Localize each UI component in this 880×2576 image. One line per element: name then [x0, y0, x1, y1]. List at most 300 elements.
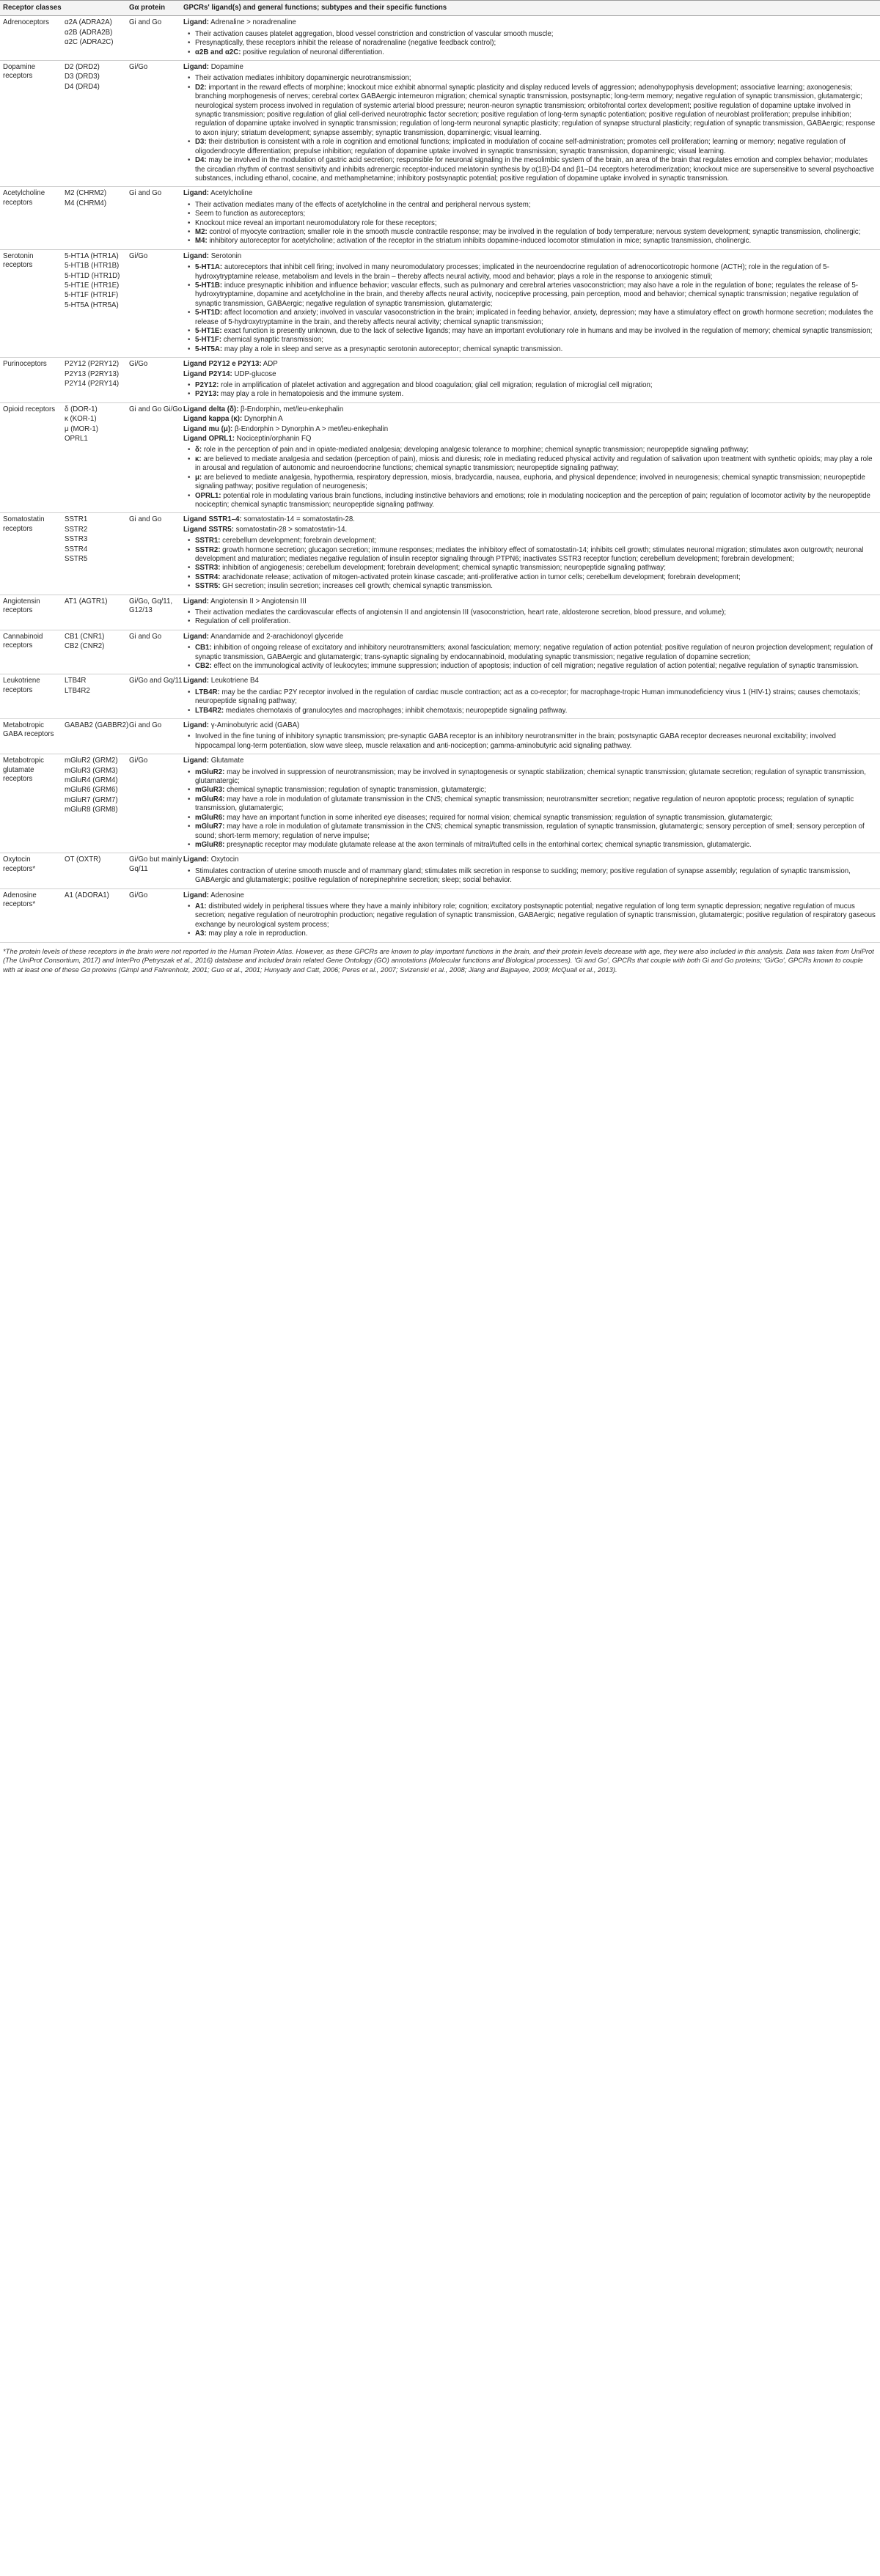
subtype-name: 5-HT5A (HTR5A) — [65, 301, 119, 309]
subtype-label: mGluR2: — [195, 768, 225, 776]
function-item — [195, 345, 876, 354]
function-item — [195, 201, 876, 210]
subtype-list — [65, 515, 129, 591]
table-row — [0, 630, 880, 675]
table-row — [0, 754, 880, 853]
function-item — [195, 455, 876, 474]
ligand-line — [183, 757, 876, 765]
subtype-label: α2B and α2C: — [195, 48, 241, 56]
function-list — [183, 867, 876, 886]
function-list — [183, 732, 876, 751]
ligand-label: Ligand kappa (κ): — [183, 415, 243, 424]
ligand-line — [183, 405, 876, 414]
ligand-label: Ligand: — [183, 757, 209, 765]
ligand-label: Ligand SSTR1–4: — [183, 515, 242, 524]
subtype-name: μ (MOR-1) — [65, 424, 98, 433]
ligand-label: Ligand: — [183, 891, 209, 899]
ligand-label: Ligand: — [183, 632, 209, 641]
subtype-name: 5-HT1F (HTR1F) — [65, 291, 119, 300]
subtype-name: mGluR7 (GRM7) — [65, 795, 118, 804]
receptor-table — [0, 0, 880, 943]
function-cell — [183, 633, 880, 671]
ligand-text: γ-Aminobutyric acid (GABA) — [210, 721, 300, 730]
table-row — [0, 250, 880, 358]
function-text: chemical synaptic transmission; regulation of synaptic transmission, glutamatergic; — [227, 786, 486, 795]
function-text: role in amplification of platelet activation and aggregation and blood coagulation; glial cell migration; regulation of microglial cell migration; — [221, 381, 653, 390]
subtype-label: SSTR2: — [195, 545, 221, 554]
function-text: autoreceptors that inhibit cell firing; involved in many neuromodulatory processes; implicated in the neuroendocrine regulation of adrenocorticotropic hormone (ACTH); role in the regulation of 5-hydroxytryptamine release, metabolism and levels in the brain – thereby affects neural activity, mood and behavior; plays a role in the response to anxiogenic stimuli; — [195, 263, 829, 281]
function-cell — [183, 597, 880, 627]
ligand-text: somatostatin-14 = somatostatin-28. — [243, 515, 355, 524]
function-item — [195, 662, 876, 671]
ligand-text: β-Endorphin > Dynorphin A > met/leu-enkephalin — [234, 424, 389, 433]
function-list — [183, 608, 876, 627]
table-body — [0, 16, 880, 942]
receptor-class: Angiotensin receptors — [3, 597, 40, 614]
function-item — [195, 138, 876, 156]
g-protein: Gi/Go — [129, 360, 148, 369]
subtype-label: A1: — [195, 902, 207, 910]
subtype-label: mGluR6: — [195, 813, 225, 822]
function-item — [195, 617, 876, 626]
function-list — [183, 537, 876, 591]
g-protein: Gi and Go — [129, 189, 162, 198]
function-text: may be involved in the modulation of gastric acid secretion; responsible for neuronal signaling in the mesolimbic system of the brain, an area of the brain that regulates emotion and complex behavior; modulates the circadian rhythm of contrast sensitivity and inhibits adrenergic receptor-induced melatonin synthesis by α(1B)-D4 and β1–D4 receptors heterodimerization; knockout mice are supersensitive to several psychoactive substances, including ethanol, cocaine, and methamphetamine; inhibitory postsynaptic potential; positive regulation of dopamine uptake involved in synaptic transmission. — [195, 156, 875, 183]
ligand-text: Leukotriene B4 — [210, 677, 259, 685]
subtype-name: α2B (ADRA2B) — [65, 28, 113, 37]
function-item — [195, 707, 876, 715]
function-cell — [183, 855, 880, 885]
g-protein: Gi and Go Gi/Go — [129, 405, 183, 413]
ligand-line — [183, 435, 876, 444]
function-text: chemical synaptic transmission; — [223, 336, 323, 345]
table-row — [0, 674, 880, 719]
function-cell — [183, 677, 880, 715]
subtype-name: κ (KOR-1) — [65, 415, 97, 424]
subtype-name: SSTR5 — [65, 554, 88, 563]
function-item — [195, 219, 876, 228]
function-cell — [183, 18, 880, 57]
function-item — [195, 564, 876, 573]
subtype-name: D4 (DRD4) — [65, 82, 100, 91]
function-item — [195, 768, 876, 787]
subtype-label: M4: — [195, 237, 208, 246]
receptor-class: Metabotropic GABA receptors — [3, 721, 54, 739]
ligand-text: Glutamate — [210, 757, 244, 765]
subtype-name: M2 (CHRM2) — [65, 189, 107, 198]
function-item — [195, 930, 876, 938]
function-text: positive regulation of neuronal differentiation. — [243, 48, 384, 56]
function-item — [195, 156, 876, 183]
ligand-label: Ligand OPRL1: — [183, 435, 235, 444]
table-row — [0, 513, 880, 595]
function-text: growth hormone secretion; glucagon secretion; immune responses; mediates the inhibitory effect of somatostatin-14; inhibits cell growth; stimulates neuronal migration; stimulates axon outgrowth; neuronal development and maturation; mediates negative regulation of insulin receptor signaling through PTPN6; inactivates SSTR3 receptor function; cerebellum development; forebrain development; — [195, 545, 864, 563]
subtype-name: α2C (ADRA2C) — [65, 38, 114, 47]
function-item — [195, 39, 876, 48]
ligand-line — [183, 677, 876, 685]
function-text: inhibition of ongoing release of excitatory and inhibitory neurotransmitters; axonal fasciculation; memory; negative regulation of action potential; positive regulation of neuron projection development; regulation of synaptic transmission, GABAergic and glutamatergic; trans-synaptic signaling by endocannabinoid, modulating synaptic transmission; negative regulation of dopamine secretion; — [195, 644, 873, 661]
function-text: Their activation mediates the cardiovascular effects of angiotensin II and angiotensin III (vasoconstriction, heart rate, aldosterone secretion, blood pressure, and volume); — [195, 608, 727, 617]
ligand-text: somatostatin-28 > somatostatin-14. — [235, 525, 348, 534]
function-item — [195, 48, 876, 57]
subtype-label: mGluR4: — [195, 795, 225, 803]
subtype-label: 5-HT1A: — [195, 263, 223, 272]
table-row — [0, 595, 880, 630]
subtype-label: mGluR8: — [195, 840, 225, 849]
ligand-line — [183, 425, 876, 434]
function-list — [183, 768, 876, 850]
receptor-class: Metabotropic glutamate receptors — [3, 757, 45, 784]
function-item — [195, 582, 876, 591]
ligand-line — [183, 63, 876, 72]
header-receptor-classes: Receptor classes — [3, 4, 62, 12]
table-row — [0, 719, 880, 754]
subtype-name: mGluR2 (GRM2) — [65, 757, 118, 765]
g-protein: Gi/Go, Gq/11, G12/13 — [129, 597, 173, 614]
subtype-label: CB2: — [195, 662, 212, 670]
subtype-label: LTB4R2: — [195, 706, 224, 715]
function-item — [195, 263, 876, 281]
function-item — [195, 74, 876, 83]
function-text: Their activation mediates inhibitory dopaminergic neurotransmission; — [195, 74, 411, 83]
subtype-name: OPRL1 — [65, 435, 88, 444]
subtype-name: 5-HT1B (HTR1B) — [65, 262, 120, 271]
function-item — [195, 814, 876, 823]
function-text: inhibitory autoreceptor for acetylcholine; activation of the receptor in the striatum inhibits dopamine-induced locomotor stimulation in mice; synaptic transmission, cholinergic. — [209, 237, 752, 246]
header-g-protein: Gα protein — [129, 4, 166, 12]
table-row — [0, 889, 880, 943]
function-cell — [183, 721, 880, 751]
function-text: Regulation of cell proliferation. — [195, 617, 291, 626]
function-item — [195, 84, 876, 138]
table-footnote: *The protein levels of these receptors in the brain were not reported in the Human Protein Atlas. However, as these GPCRs are known to play important functions in the brain, and their protein levels decrease with age, they were also included in this analysis. Data was taken from UniProt (The UniProt Consortium, 2017) and InterPro (Petryszak et al., 2016) database and included brain related Gene Ontology (GO) annotations (Molecular functions and Biological processes). 'Gi and Go', GPCRs that couple with both Gi and Go proteins; 'Gi/Go', GPCRs known to couple with at least one of these Gα proteins (Gimpl and Fahrenholz, 2001; Guo et al., 2001; Hunyady and Catt, 2006; Peres et al., 2007; Svizenski et al., 2008; Jiang and Bajpayee, 2009; McQuail et al., 2013). — [3, 946, 874, 974]
table-header — [0, 1, 880, 16]
function-item — [195, 732, 876, 751]
receptor-class: Dopamine receptors — [3, 63, 36, 81]
ligand-line — [183, 526, 876, 534]
function-cell — [183, 252, 880, 354]
function-item — [195, 795, 876, 814]
ligand-text: Serotonin — [210, 251, 242, 260]
subtype-list — [65, 189, 129, 246]
subtype-label: 5-HT1F: — [195, 336, 222, 345]
table-row — [0, 61, 880, 187]
receptor-class: Serotonin receptors — [3, 251, 34, 270]
subtype-name: α2A (ADRA2A) — [65, 18, 112, 27]
subtype-name: mGluR8 (GRM8) — [65, 806, 118, 814]
g-protein: Gi and Go — [129, 721, 162, 730]
function-text: may play a role in hematopoiesis and the immune system. — [221, 390, 404, 399]
function-text: mediates chemotaxis of granulocytes and macrophages; inhibit chemotaxis; neuropeptide signaling pathway. — [225, 706, 568, 715]
subtype-name: SSTR2 — [65, 525, 88, 534]
function-item — [195, 30, 876, 39]
ligand-text: ADP — [263, 360, 278, 369]
function-text: Presynaptically, these receptors inhibit the release of noradrenaline (negative feedback control); — [195, 39, 496, 48]
function-text: may be involved in suppression of neurotransmission; may be involved in synaptogenesis or synaptic stabilization; chemical synaptic transmission; glutamate secretion; regulation of synaptic transmission, glutamatergic; — [195, 768, 866, 786]
subtype-label: 5-HT1B: — [195, 281, 223, 290]
function-text: induce presynaptic inhibition and influence behavior; vascular effects, such as pulmonary and cerebral arteries vasoconstriction; may also have a role in the regulation of bone; regulates the release of 5-hydroxytryptamine, dopamine and acetylcholine in the brain, and thereby affects neural activity, nociceptive processing, pain perception, mood and behavior; chemical synaptic transmission; negative regulation of synaptic transmission, GABAergic; negative regulation of synaptic transmission, glutamatergic; — [195, 281, 859, 308]
function-text: are believed to mediate analgesia, hypothermia, respiratory depression, miosis, bradycardia, nausea, euphoria, and physical dependence; involved in neurogenesis; chemical synaptic transmission; neuropeptide signaling pathway; positive regulation of neurogenesis; — [195, 473, 865, 491]
subtype-name: CB1 (CNR1) — [65, 632, 105, 641]
function-text: are believed to mediate analgesia and sedation (perception of pain), miosis and diuresis; role in mediating reduced physical activity and regulation of salivation upon treatment with synthetic opioids; may play a role in arousal and regulation of autonomic and neuroendocrine functions; chemical synaptic transmission; neuropeptide signaling pathway; — [195, 455, 873, 473]
table-row — [0, 187, 880, 249]
function-item — [195, 281, 876, 309]
ligand-label: Ligand mu (μ): — [183, 424, 233, 433]
ligand-line — [183, 189, 876, 198]
ligand-text: UDP-glucose — [234, 369, 276, 378]
function-item — [195, 688, 876, 707]
function-item — [195, 228, 876, 237]
function-text: their distribution is consistent with a role in cognition and emotional functions; implicated in modulation of cocaine self-administration; promotes cell proliferation; learning or memory; negative regulation of oligodendrocyte differentiation; prepulse inhibition; regulation of dopamine uptake involved in synaptic transmission; synaptic transmission, dopaminergic; visual learning. — [195, 138, 846, 155]
function-cell — [183, 360, 880, 400]
function-text: potential role in modulating various brain functions, including instinctive behaviors and emotions; role in modulating nociception and the perception of pain; regulation of locomotor activity by the neuropeptide nociceptin; chemical synaptic transmission; neuropeptide signaling pathway. — [195, 491, 870, 509]
subtype-name: AT1 (AGTR1) — [65, 597, 108, 606]
function-list — [183, 902, 876, 939]
receptor-class: Purinoceptors — [3, 360, 47, 369]
function-item — [195, 823, 876, 841]
g-protein: Gi/Go but mainly Gq/11 — [129, 855, 183, 873]
subtype-label: SSTR1: — [195, 537, 221, 545]
subtype-name: 5-HT1E (HTR1E) — [65, 281, 120, 290]
function-item — [195, 867, 876, 886]
subtype-list — [65, 891, 129, 939]
ligand-label: Ligand SSTR5: — [183, 525, 234, 534]
ligand-line — [183, 415, 876, 424]
function-text: exact function is presently unknown, due to the lack of selective ligands; may have an important evolutionary role in humans and may be involved in the regulation of memory; chemical synaptic transmission; — [224, 327, 873, 335]
function-list — [183, 446, 876, 509]
ligand-label: Ligand: — [183, 63, 209, 72]
table-row — [0, 403, 880, 513]
receptor-class: Leukotriene receptors — [3, 677, 40, 694]
ligand-text: Oxytocin — [210, 855, 239, 864]
subtype-list — [65, 855, 129, 885]
subtype-name: A1 (ADORA1) — [65, 891, 109, 899]
function-list — [183, 30, 876, 57]
function-cell — [183, 405, 880, 509]
subtype-label: CB1: — [195, 644, 212, 652]
subtype-name: mGluR3 (GRM3) — [65, 766, 118, 775]
function-list — [183, 381, 876, 400]
g-protein: Gi and Go — [129, 632, 162, 641]
ligand-text: Adenosine — [210, 891, 244, 899]
g-protein: Gi/Go — [129, 891, 148, 899]
subtype-name: P2Y12 (P2RY12) — [65, 360, 120, 369]
function-text: Seem to function as autoreceptors; — [195, 210, 306, 218]
function-text: may play a role in sleep and serve as a presynaptic serotonin autoreceptor; chemical synaptic transmission. — [224, 345, 563, 353]
function-item — [195, 841, 876, 850]
ligand-label: Ligand: — [183, 721, 209, 730]
function-item — [195, 608, 876, 617]
receptor-class: Adrenoceptors — [3, 18, 50, 27]
ligand-text: β-Endorphin, met/leu-enkephalin — [241, 405, 344, 413]
ligand-label: Ligand: — [183, 677, 209, 685]
subtype-name: GABAB2 (GABBR2) — [65, 721, 129, 730]
subtype-label: mGluR3: — [195, 786, 225, 795]
function-list — [183, 201, 876, 246]
subtype-label: A3: — [195, 930, 207, 938]
ligand-line — [183, 633, 876, 641]
function-text: Involved in the fine tuning of inhibitory synaptic transmission; pre-synaptic GABA receptor is an inhibitory neurotransmitter in the brain; postsynaptic GABA receptor decreases neuronal excitability; involved hippocampal long-term potentiation, slow wave sleep, muscle relaxation and anti-nociception; gamma-aminobutyric acid signaling pathway. — [195, 732, 836, 750]
subtype-label: SSTR4: — [195, 573, 221, 581]
subtype-label: 5-HT1E: — [195, 327, 222, 335]
subtype-name: δ (DOR-1) — [65, 405, 98, 413]
ligand-text: Anandamide and 2-arachidonoyl glyceride — [210, 632, 344, 641]
g-protein: Gi and Go — [129, 515, 162, 524]
subtype-label: D4: — [195, 156, 207, 165]
function-cell — [183, 63, 880, 183]
receptor-class: Somatostatin receptors — [3, 515, 45, 533]
function-cell — [183, 189, 880, 246]
function-item — [195, 336, 876, 345]
function-text: important in the reward effects of morphine; knockout mice exhibit abnormal synaptic plasticity and display reduced levels of aggression; adenohypophysis development; associative learning; axonogenesis; branching morphogenesis of nerves; cerebral cortex GABAergic interneuron migration; chemical synaptic transmission, postsynaptic; long-term memory; negative regulation of synaptic transmission, glutamatergic; neurological system process involved in regulation of systemic arterial blood pressure; neuron-neuron synaptic transmission; orbitofrontal cortex development; positive regulation of dopamine uptake involved in synaptic transmission; positive regulation of glial cell-derived neurotrophic factor secretion; positive regulation of long-term synaptic potentiation; positive regulation of neuroblast proliferation; prepulse inhibition; regulation of dopamine uptake involved in synaptic transmission; regulation of long-term neuronal synaptic plasticity; regulation of synapse structural plasticity; regulation of synaptic transmission, GABAergic; response to axon injury; striatum development; synapse assembly; synaptic transmission, dopaminergic; visual learning. — [195, 83, 876, 137]
function-item — [195, 537, 876, 545]
ligand-line — [183, 597, 876, 606]
subtype-label: 5-HT5A: — [195, 345, 223, 353]
function-item — [195, 237, 876, 246]
ligand-line — [183, 18, 876, 27]
table-row — [0, 16, 880, 61]
ligand-text: Acetylcholine — [210, 189, 253, 198]
table-row — [0, 853, 880, 888]
subtype-name: CB2 (CNR2) — [65, 642, 105, 651]
g-protein: Gi/Go — [129, 757, 148, 765]
subtype-name: mGluR4 (GRM4) — [65, 776, 118, 785]
ligand-line — [183, 370, 876, 379]
receptor-class: Opioid receptors — [3, 405, 56, 413]
ligand-text: Dynorphin A — [243, 415, 283, 424]
g-protein: Gi/Go and Gq/11 — [129, 677, 183, 685]
subtype-name: P2Y14 (P2RY14) — [65, 380, 120, 389]
function-item — [195, 327, 876, 336]
function-item — [195, 309, 876, 327]
subtype-list — [65, 252, 129, 354]
subtype-label: M2: — [195, 227, 208, 236]
function-item — [195, 210, 876, 218]
subtype-label: LTB4R: — [195, 688, 220, 696]
subtype-label: κ: — [195, 455, 202, 463]
function-text: Knockout mice reveal an important neuromodulatory role for these receptors; — [195, 218, 437, 227]
ligand-line — [183, 360, 876, 369]
function-item — [195, 492, 876, 510]
ligand-label: Ligand: — [183, 251, 209, 260]
subtype-label: δ: — [195, 446, 202, 455]
ligand-label: Ligand P2Y14: — [183, 369, 232, 378]
function-text: presynaptic receptor may modulate glutamate release at the axon terminals of mitral/tufted cells in the entorhinal cortex; chemical synaptic transmission, glutamatergic. — [227, 840, 752, 849]
subtype-list — [65, 18, 129, 57]
subtype-name: LTB4R2 — [65, 686, 90, 695]
ligand-text: Nociceptin/orphanin FQ — [236, 435, 312, 444]
subtype-name: D2 (DRD2) — [65, 63, 100, 72]
subtype-name: 5-HT1D (HTR1D) — [65, 271, 120, 280]
function-item — [195, 390, 876, 399]
function-item — [195, 546, 876, 564]
subtype-list — [65, 677, 129, 715]
subtype-name: D3 (DRD3) — [65, 73, 100, 81]
function-text: distributed widely in peripheral tissues where they have a mainly inhibitory role; cognition; excitatory postsynaptic potential; negative regulation of long term synaptic depression; negative regulation of mucus secretion; negative regulation of neurotrophin production; negative regulation of synaptic transmission, GABAergic; negative regulation of synaptic transmission, glutamatergic; positive regulation of respiratory gaseous exchange by neurological system process; — [195, 902, 876, 929]
g-protein: Gi and Go — [129, 18, 162, 27]
subtype-label: SSTR5: — [195, 582, 221, 591]
subtype-list — [65, 757, 129, 850]
function-text: may play a role in reproduction. — [208, 930, 308, 938]
function-list — [183, 263, 876, 354]
subtype-list — [65, 63, 129, 183]
header-subtypes-spacer — [65, 4, 129, 12]
function-cell — [183, 515, 880, 591]
receptor-class: Cannabinoid receptors — [3, 632, 43, 650]
subtype-label: mGluR7: — [195, 823, 225, 831]
function-item — [195, 786, 876, 795]
function-list — [183, 688, 876, 715]
ligand-label: Ligand: — [183, 189, 209, 198]
receptor-class: Oxytocin receptors* — [3, 855, 36, 873]
function-item — [195, 573, 876, 582]
subtype-label: P2Y12: — [195, 381, 219, 390]
ligand-line — [183, 721, 876, 730]
ligand-line — [183, 891, 876, 900]
function-list — [183, 644, 876, 671]
function-text: inhibition of angiogenesis; cerebellum development; forebrain development; chemical synaptic transmission; neuropeptide signaling pathway; — [222, 564, 666, 573]
subtype-label: μ: — [195, 473, 202, 482]
subtype-label: D2: — [195, 83, 207, 92]
receptor-class: Adenosine receptors* — [3, 891, 37, 908]
function-cell — [183, 757, 880, 850]
function-text: Stimulates contraction of uterine smooth muscle and of mammary gland; stimulates milk secretion in response to suckling; memory; positive regulation of synapse assembly; regulation of synaptic transmission, GABAergic and glutamatergic; positive regulation of norepinephrine secretion; sleep; social behavior. — [195, 866, 851, 885]
function-item — [195, 902, 876, 930]
ligand-label: Ligand: — [183, 855, 209, 864]
function-text: may be the cardiac P2Y receptor involved in the regulation of cardiac muscle contraction; act as a co-receptor; for macrophage-tropic Human immunodeficiency virus 1 (HIV-1) strains; causes chemotaxis; neuropeptide signaling pathway; — [195, 688, 860, 706]
subtype-label: P2Y13: — [195, 390, 219, 399]
subtype-list — [65, 597, 129, 627]
function-text: effect on the immunological activity of leukocytes; immune suppression; induction of apoptosis; induction of cell migration; negative regulation of action potential; negative regulation of synaptic transmission. — [213, 662, 859, 670]
function-list — [183, 74, 876, 183]
subtype-list — [65, 633, 129, 671]
function-item — [195, 644, 876, 662]
function-text: Their activation causes platelet aggregation, blood vessel constriction and constriction of vascular smooth muscle; — [195, 29, 554, 38]
subtype-name: SSTR1 — [65, 515, 88, 524]
ligand-label: Ligand delta (δ): — [183, 405, 239, 413]
table-row — [0, 358, 880, 403]
subtype-name: LTB4R — [65, 677, 87, 685]
subtype-name: 5-HT1A (HTR1A) — [65, 251, 119, 260]
g-protein: Gi/Go — [129, 251, 148, 260]
ligand-text: Dopamine — [210, 63, 243, 72]
ligand-label: Ligand: — [183, 597, 209, 606]
subtype-label: OPRL1: — [195, 491, 221, 500]
ligand-line — [183, 252, 876, 261]
function-item — [195, 446, 876, 455]
receptor-class: Acetylcholine receptors — [3, 189, 45, 207]
function-text: arachidonate release; activation of mitogen-activated protein kinase cascade; anti-proliferative action in tumor cells; cerebellum development; forebrain development; — [222, 573, 741, 581]
subtype-name: mGluR6 (GRM6) — [65, 786, 118, 795]
function-text: affect locomotion and anxiety; involved in vascular vasoconstriction in the brain; implicated in feeding behavior, anxiety, depression; may have a stimulatory effect on growth hormone secretion; modulates the release of 5-hydroxytryptamine in the brain, and thereby affects neural activity; chemical synaptic transmission; — [195, 309, 873, 326]
function-text: cerebellum development; forebrain development; — [222, 537, 377, 545]
function-text: may have an important function in some inherited eye diseases; required for normal vision; chemical synaptic transmission; regulation of synaptic transmission, glutamatergic; — [227, 813, 773, 822]
function-text: control of myocyte contraction; smaller role in the smooth muscle contractile response; may be involved in the regulation of body temperature; nervous system development; synaptic transmission, cholinergic; — [209, 227, 861, 236]
function-text: Their activation mediates many of the effects of acetylcholine in the central and peripheral nervous system; — [195, 200, 531, 209]
ligand-text: Angiotensin II > Angiotensin III — [210, 597, 307, 606]
ligand-label: Ligand: — [183, 18, 209, 27]
subtype-label: 5-HT1D: — [195, 309, 223, 317]
function-item — [195, 381, 876, 390]
subtype-label: SSTR3: — [195, 564, 221, 573]
function-text: may have a role in modulation of glutamate transmission in the CNS; chemical synaptic transmission, regulation of synaptic transmission, glutamatergic; sensory perception of smell; sensory perception of sound; short-term memory; regulation of nerve impulse; — [195, 823, 865, 840]
function-text: may have a role in modulation of glutamate transmission in the CNS; chemical synaptic transmission; neurotransmitter secretion; negative regulation of neuron apoptotic process; regulation of synaptic transmission, glutamatergic; — [195, 795, 854, 813]
subtype-name: OT (OXTR) — [65, 855, 101, 864]
ligand-label: Ligand P2Y12 e P2Y13: — [183, 360, 262, 369]
ligand-text: Adrenaline > noradrenaline — [210, 18, 296, 27]
ligand-line — [183, 515, 876, 524]
g-protein: Gi/Go — [129, 63, 148, 72]
